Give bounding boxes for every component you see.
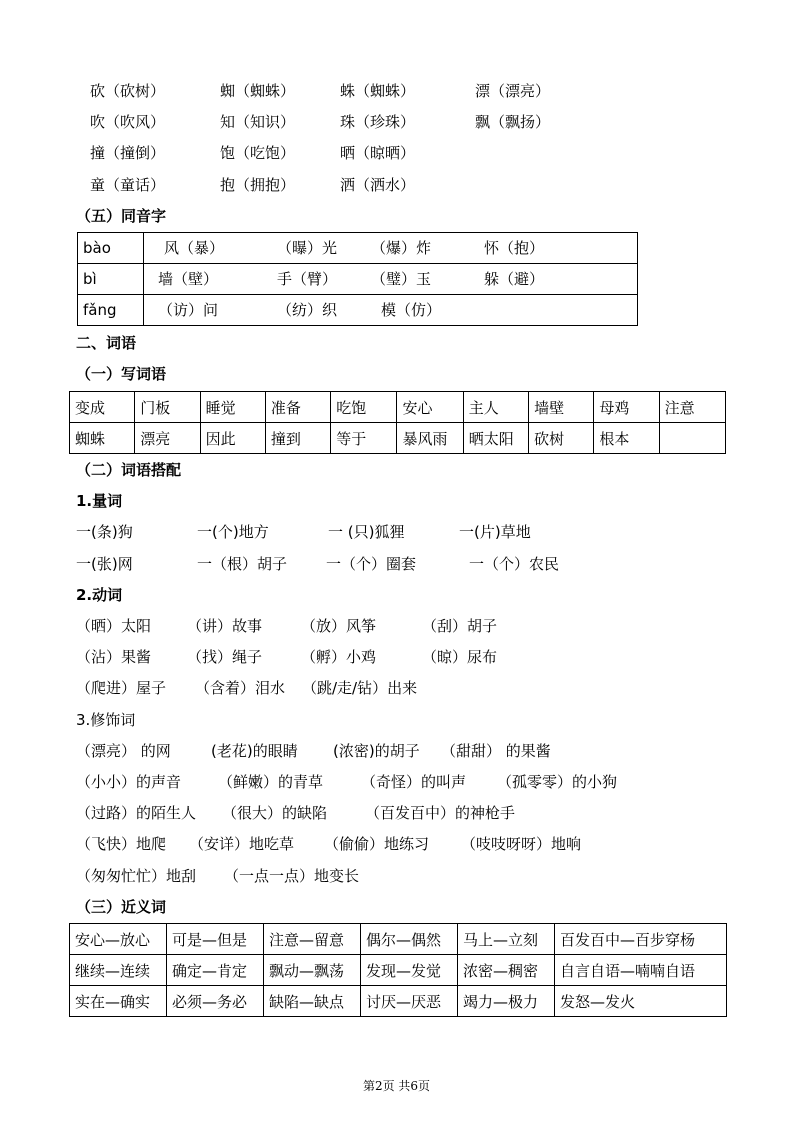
homophone-item: 手（臂） — [277, 270, 338, 288]
char-group-2-1: 吹（吹风） — [90, 113, 166, 131]
synonym-cell: 竭力—极力 — [458, 986, 555, 1017]
modifier-item: （百发百中）的神枪手 — [365, 804, 516, 822]
modifier-item: （一点一点）地变长 — [224, 867, 360, 885]
homophone-row — [78, 264, 638, 295]
modifier-item: （匆匆忙忙）地刮 — [76, 867, 197, 885]
word-cell: 漂亮 — [135, 423, 200, 454]
synonym-cell: 浓密—稠密 — [458, 955, 555, 986]
synonym-cell: 讨厌—厌恶 — [361, 986, 458, 1017]
homophone-item: 风（暴） — [164, 239, 225, 257]
measure-item: 一(条)狗 — [76, 523, 133, 541]
char-group-1-3: 蛛（蜘蛛） — [340, 82, 416, 100]
collocation-title: （二）词语搭配 — [76, 461, 182, 479]
verb-item: （讲）故事 — [187, 617, 263, 635]
word-cell: 主人 — [463, 392, 528, 423]
homophone-item: （纺）织 — [277, 301, 338, 319]
char-group-2-2: 知（知识） — [220, 113, 296, 131]
modifier-item: （奇怪）的叫声 — [361, 773, 467, 791]
char-group-1-2: 蜘（蜘蛛） — [220, 82, 296, 100]
verb-item: （含着）泪水 — [195, 679, 286, 697]
modifier-item: （漂亮） 的网 — [76, 742, 171, 760]
pinyin-cell: bào — [78, 233, 144, 264]
homophone-items — [144, 295, 638, 326]
measure-item: 一（个）圈套 — [326, 555, 417, 573]
homophone-item: （爆）炸 — [371, 239, 432, 257]
write-words-title: （一）写词语 — [76, 365, 167, 383]
verb-item: （沾）果酱 — [76, 648, 152, 666]
synonym-cell: 百发百中—百步穿杨 — [555, 924, 727, 955]
synonym-cell: 继续—连续 — [70, 955, 167, 986]
modifier-item: （偷偷）地练习 — [324, 835, 430, 853]
word-cell: 因此 — [200, 423, 265, 454]
synonym-cell: 发怒—发火 — [555, 986, 727, 1017]
word-cell: 墙壁 — [529, 392, 594, 423]
measure-item: 一（根）胡子 — [197, 555, 288, 573]
homophone-item: 怀（抱） — [484, 239, 545, 257]
synonym-cell: 必须—务必 — [167, 986, 264, 1017]
word-cell: 注意 — [659, 392, 725, 423]
modifier-item: （孤零零）的小狗 — [497, 773, 618, 791]
word-cell: 砍树 — [529, 423, 594, 454]
verb-item: （刮）胡子 — [422, 617, 498, 635]
measure-words-title: 1.量词 — [76, 492, 123, 510]
word-cell: 吃饱 — [331, 392, 397, 423]
measure-item: 一（个）农民 — [469, 555, 560, 573]
synonym-cell: 偶尔—偶然 — [361, 924, 458, 955]
modifier-item: （甜甜） 的果酱 — [441, 742, 551, 760]
synonym-cell: 飘动—飘荡 — [264, 955, 361, 986]
word-cell: 安心 — [397, 392, 463, 423]
measure-item: 一(个)地方 — [197, 523, 269, 541]
synonym-cell: 注意—留意 — [264, 924, 361, 955]
table-row — [70, 924, 727, 955]
synonyms-table — [69, 923, 727, 1017]
homophones-table — [77, 232, 638, 326]
homophone-items — [144, 264, 638, 295]
homophone-item: 模（仿） — [381, 301, 442, 319]
word-cell: 睡觉 — [200, 392, 265, 423]
modifier-item: （安详）地吃草 — [189, 835, 295, 853]
page-number: 第2页 共6页 — [362, 1079, 431, 1093]
modifier-item: （鲜嫩）的青草 — [218, 773, 324, 791]
homophone-item: （曝）光 — [277, 239, 338, 257]
char-group-4-1: 童（童话） — [90, 176, 166, 194]
word-cell: 等于 — [331, 423, 397, 454]
verb-item: （爬进）屋子 — [76, 679, 167, 697]
verb-item: （放）风筝 — [301, 617, 377, 635]
modifiers-title: 3.修饰词 — [76, 711, 136, 729]
char-group-3-1: 撞（撞倒） — [90, 144, 166, 162]
synonym-cell: 发现—发觉 — [361, 955, 458, 986]
modifier-item: （小小）的声音 — [76, 773, 182, 791]
word-cell: 蜘蛛 — [70, 423, 135, 454]
modifier-item: （飞快）地爬 — [76, 835, 167, 853]
word-cell: 晒太阳 — [463, 423, 528, 454]
word-cell: 准备 — [265, 392, 330, 423]
modifier-item: (老花)的眼睛 — [211, 742, 298, 760]
word-cell: 撞到 — [265, 423, 330, 454]
word-cell: 根本 — [594, 423, 659, 454]
modifier-item: （过路）的陌生人 — [76, 804, 197, 822]
verb-item: （晾）尿布 — [422, 648, 498, 666]
synonym-cell: 马上—立刻 — [458, 924, 555, 955]
word-cell: 变成 — [70, 392, 135, 423]
char-group-3-2: 饱（吃饱） — [220, 144, 296, 162]
homophone-item: （璧）玉 — [371, 270, 432, 288]
write-words-table — [69, 391, 726, 454]
pinyin-cell: bì — [78, 264, 144, 295]
verb-item: （找）绳子 — [187, 648, 263, 666]
char-group-2-4: 飘（飘扬） — [475, 113, 551, 131]
measure-item: 一 (只)狐狸 — [328, 523, 405, 541]
synonym-cell: 确定—肯定 — [167, 955, 264, 986]
homophone-item: 墙（壁） — [158, 270, 219, 288]
table-row — [70, 955, 727, 986]
section-words-title: 二、词语 — [76, 334, 137, 352]
synonym-cell: 自言自语—喃喃自语 — [555, 955, 727, 986]
synonym-cell: 实在—确实 — [70, 986, 167, 1017]
modifier-item: (浓密)的胡子 — [333, 742, 420, 760]
char-group-2-3: 珠（珍珠） — [340, 113, 416, 131]
synonym-cell: 缺陷—缺点 — [264, 986, 361, 1017]
pinyin-cell: fǎng — [78, 295, 144, 326]
table-row — [70, 392, 726, 423]
homophone-item: 躲（避） — [484, 270, 545, 288]
word-cell: 暴风雨 — [397, 423, 463, 454]
table-row — [70, 986, 727, 1017]
char-group-4-2: 抱（拥抱） — [220, 176, 296, 194]
word-cell — [659, 423, 725, 454]
synonym-cell: 可是—但是 — [167, 924, 264, 955]
verb-item: （跳/走/钻）出来 — [302, 679, 418, 697]
char-group-1-1: 砍（砍树） — [90, 82, 166, 100]
homophone-row — [78, 233, 638, 264]
word-cell: 母鸡 — [594, 392, 659, 423]
table-row — [70, 423, 726, 454]
homophone-items — [144, 233, 638, 264]
char-group-1-4: 漂（漂亮） — [475, 82, 551, 100]
synonyms-title: （三）近义词 — [76, 898, 167, 916]
homophone-row — [78, 295, 638, 326]
measure-item: 一(片)草地 — [459, 523, 531, 541]
char-group-4-3: 洒（洒水） — [340, 176, 416, 194]
verb-item: （孵）小鸡 — [301, 648, 377, 666]
modifier-item: （吱吱呀呀）地响 — [461, 835, 582, 853]
verbs-title: 2.动词 — [76, 586, 123, 604]
section-homophones-title: （五）同音字 — [76, 207, 167, 225]
char-group-3-3: 晒（晾晒） — [340, 144, 416, 162]
verb-item: （晒）太阳 — [76, 617, 152, 635]
homophone-item: （访）问 — [158, 301, 219, 319]
modifier-item: （很大）的缺陷 — [222, 804, 328, 822]
measure-item: 一(张)网 — [76, 555, 133, 573]
word-cell: 门板 — [135, 392, 200, 423]
synonym-cell: 安心—放心 — [70, 924, 167, 955]
